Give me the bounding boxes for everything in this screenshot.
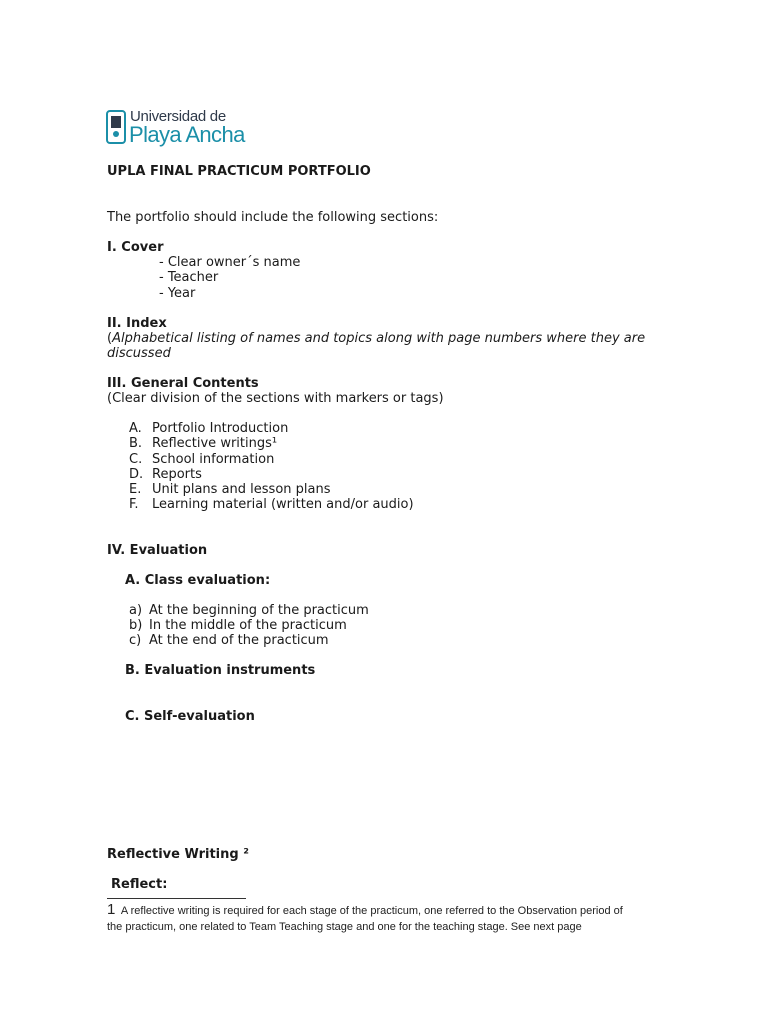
university-crest-icon [106, 110, 126, 144]
self-evaluation-heading: C. Self-evaluation [125, 709, 255, 724]
class-evaluation-heading: A. Class evaluation: [125, 573, 271, 588]
reflective-writing-heading: Reflective Writing ² [107, 847, 249, 862]
list-item: School information [152, 452, 275, 467]
general-contents-heading: III. General Contents [107, 376, 259, 391]
footnote-line1: A reflective writing is required for each stage of the practicum, one referred to the Observation period of [120, 905, 623, 917]
logo-text-line1: Universidad de [130, 108, 226, 125]
list-marker: C. [129, 452, 143, 467]
index-heading: II. Index [107, 316, 167, 331]
footnote-separator [107, 898, 246, 899]
list-marker: D. [129, 467, 144, 482]
list-item: Reports [152, 467, 202, 482]
list-marker: a) [129, 603, 143, 618]
list-marker: E. [129, 482, 142, 497]
logo-text-line2: Playa Ancha [129, 122, 245, 147]
evaluation-heading: IV. Evaluation [107, 543, 208, 558]
document-title: UPLA FINAL PRACTICUM PORTFOLIO [107, 164, 371, 179]
footnote-line2: the practicum, one related to Team Teaching stage and one for the teaching stage. See next page [107, 921, 582, 933]
index-description-line1: Alphabetical listing of names and topics along with page numbers where they are [112, 331, 646, 346]
list-item: Reflective writings¹ [152, 436, 278, 451]
list-item: In the middle of the practicum [149, 618, 347, 633]
university-logo [106, 108, 246, 148]
open-paren: ( [107, 331, 113, 346]
list-item: Portfolio Introduction [152, 421, 289, 436]
list-marker: F. [129, 497, 139, 512]
general-contents-description: (Clear division of the sections with markers or tags) [107, 391, 444, 406]
index-description-line2: discussed [107, 346, 171, 361]
footnote-number: 1 [107, 901, 116, 918]
list-item: At the end of the practicum [149, 633, 329, 648]
footnote [107, 903, 623, 918]
cover-item: - Clear owner´s name [159, 255, 301, 270]
list-item: At the beginning of the practicum [149, 603, 369, 618]
list-marker: B. [129, 436, 143, 451]
cover-heading: I. Cover [107, 240, 164, 255]
cover-item: - Teacher [159, 270, 219, 285]
intro-text: The portfolio should include the following sections: [107, 210, 439, 225]
list-item: Unit plans and lesson plans [152, 482, 331, 497]
list-marker: c) [129, 633, 142, 648]
list-marker: b) [129, 618, 143, 633]
list-marker: A. [129, 421, 142, 436]
cover-item: - Year [159, 286, 196, 301]
reflect-label: Reflect: [111, 877, 168, 892]
list-item: Learning material (written and/or audio) [152, 497, 414, 512]
evaluation-instruments-heading: B. Evaluation instruments [125, 663, 316, 678]
index-description [107, 331, 645, 346]
